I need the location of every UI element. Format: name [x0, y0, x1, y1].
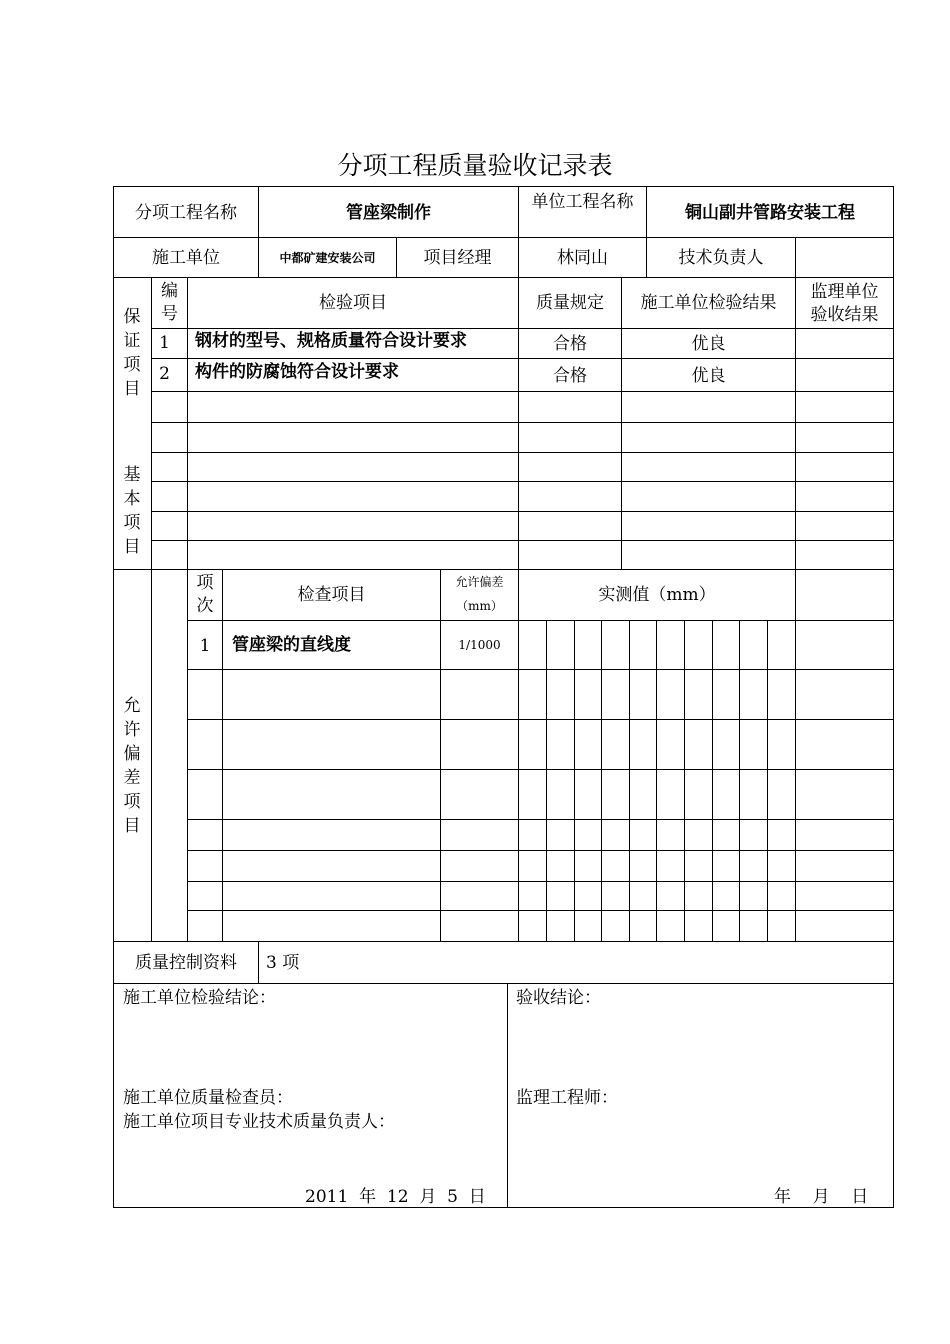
subproject-label: 分项工程名称: [135, 203, 237, 223]
page-title: 分项工程质量验收记录表: [337, 151, 613, 180]
construction-unit-label: 施工单位: [152, 248, 220, 268]
col-no-header: 编号: [161, 281, 178, 324]
tech-quality-label: 施工单位项目专业技术质量负责人：: [123, 1112, 395, 1132]
contractor-conclusion-label: 施工单位检验结论：: [123, 988, 276, 1008]
acceptance-date: 年 月 日: [774, 1187, 869, 1207]
row1-quality: 合格: [553, 334, 587, 354]
manager-label: 项目经理: [423, 248, 492, 268]
guarantee-items-label: 保证项目: [123, 307, 141, 399]
row1-no: 1: [159, 333, 170, 353]
col-allow-header-2: （mm）: [456, 599, 503, 613]
row2-no: 2: [159, 364, 170, 384]
col-allow-header-1: 允许偏差: [455, 575, 504, 589]
dev-row1-item: 管座梁的直线度: [232, 635, 351, 655]
col-check-item-header: 检查项目: [297, 585, 366, 605]
col-order-header: 项次: [196, 573, 214, 616]
row2-result: 优良: [691, 366, 726, 386]
col-contractor-header: 施工单位检验结果: [640, 293, 777, 313]
col-quality-header: 质量规定: [536, 293, 604, 313]
row1-result: 优良: [691, 334, 726, 354]
row1-item: 钢材的型号、规格质量符合设计要求: [195, 331, 467, 351]
row2-quality: 合格: [553, 366, 587, 386]
quality-control-label: 质量控制资料: [135, 953, 237, 973]
acceptance-conclusion-label: 验收结论：: [516, 988, 601, 1008]
construction-unit-value: 中都矿建安装公司: [279, 251, 376, 265]
col-supervisor-header: 监理单位验收结果: [810, 282, 879, 325]
contractor-date: 2011 年 12 月 5 日: [305, 1187, 486, 1207]
dev-row1-allow: 1/1000: [458, 638, 501, 652]
row2-item: 构件的防腐蚀符合设计要求: [195, 362, 399, 382]
unit-project-value: 铜山副井管路安装工程: [685, 203, 855, 223]
manager-value: 林同山: [557, 248, 608, 268]
basic-items-label: 基本项目: [123, 465, 141, 557]
deviation-items-label: 允许偏差项目: [123, 696, 141, 836]
subproject-value: 管座梁制作: [346, 203, 431, 223]
quality-control-value: 3 项: [266, 953, 300, 973]
col-item-header: 检验项目: [319, 293, 387, 313]
dev-row1-order: 1: [199, 636, 211, 656]
col-measured-header: 实测值（mm）: [598, 585, 716, 605]
engineer-label: 监理工程师：: [516, 1088, 618, 1108]
inspector-label: 施工单位质量检查员：: [123, 1088, 293, 1108]
unit-project-label: 单位工程名称: [531, 192, 634, 212]
tech-lead-label: 技术负责人: [678, 248, 764, 268]
